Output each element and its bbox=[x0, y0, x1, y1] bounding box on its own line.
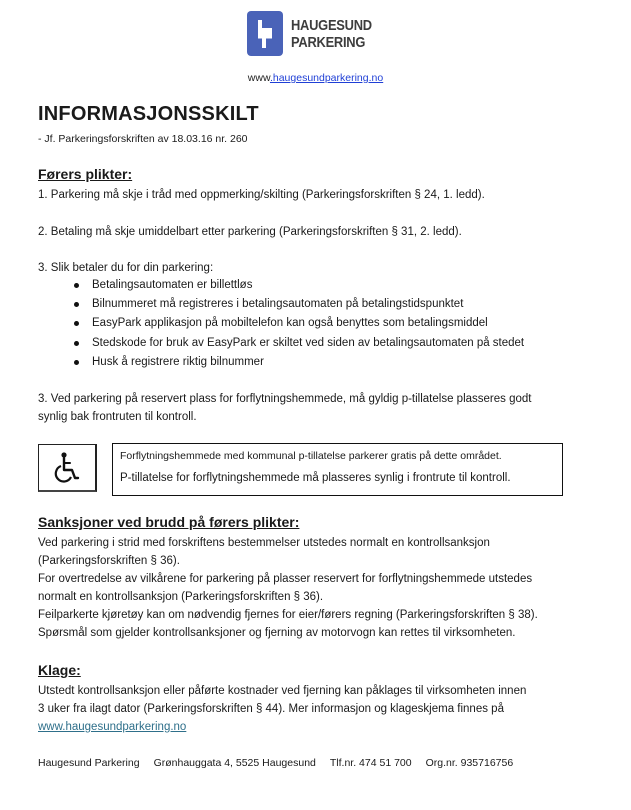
bullet-icon bbox=[74, 283, 79, 288]
parking-logo-icon bbox=[247, 11, 283, 56]
bullet-icon bbox=[74, 341, 79, 346]
logo-wordmark bbox=[291, 17, 372, 51]
duties-heading: Førers plikter: bbox=[38, 166, 133, 182]
website-link[interactable]: .haugesundparkering.no bbox=[269, 72, 384, 84]
logo-line-1: HAUGESUND bbox=[291, 16, 372, 34]
company-logo bbox=[247, 11, 385, 56]
complaint-text: Utstedt kontrollsanksjon eller påførte kostnader ved fjerning kan påklages til virksomheten innen 3 uker fra ilagt dator (Parkeringsforskriften § 44). Mer informasjon og klageskjema finnes på www.haugesundparkering.no bbox=[38, 685, 527, 733]
duty-item-1: 1. Parkering må skje i tråd med oppmerking/skilting (Parkeringsforskriften § 24, 1. ledd). bbox=[38, 189, 485, 201]
bullet-icon bbox=[74, 321, 79, 326]
complaint-website-link[interactable]: www.haugesundparkering.no bbox=[38, 721, 187, 733]
wheelchair-icon bbox=[54, 451, 80, 485]
bullet-icon bbox=[74, 360, 79, 365]
handicap-notice-box bbox=[112, 443, 563, 496]
footer-company: Haugesund Parkering bbox=[38, 757, 140, 769]
sanctions-text: Ved parkering i strid med forskriftens bestemmelser utstedes normalt en kontrollsanksjon (Parkeringsforskriften § 36). For overtredelse av vilkårene for parkering på plasser reservert for forflytningshemmede utstedes normalt en kontrollsanksjon (Parkeringsforskriften § 36). Feilparkerte kjøretøy kan om nødvendig fjernes for eier/førers regning (Parkeringsforskriften § 38). Spørsmål som gjelder kontrollsanksjoner og fjerning av motorvogn kan rettes til virksomheten. bbox=[38, 537, 538, 639]
sanctions-heading: Sanksjoner ved brudd på førers plikter: bbox=[38, 514, 300, 530]
list-item: Husk å registrere riktig bilnummer bbox=[74, 353, 524, 372]
complaint-heading: Klage: bbox=[38, 662, 81, 678]
website-header bbox=[0, 72, 631, 84]
duty-item-2: 2. Betaling må skje umiddelbart etter parkering (Parkeringsforskriften § 31, 2. ledd). bbox=[38, 226, 462, 238]
list-item: EasyPark applikasjon på mobiltelefon kan også benyttes som betalingsmiddel bbox=[74, 314, 524, 333]
list-item: Stedskode for bruk av EasyPark er skiltet ved siden av betalingsautomaten på stedet bbox=[74, 334, 524, 353]
handicap-notice-line-1: Forflytningshemmede med kommunal p-tillatelse parkerer gratis på dette området. bbox=[120, 450, 502, 462]
handicap-notice-line-2: P-tillatelse for forflytningshemmede må plasseres synlig i frontrute til kontroll. bbox=[120, 472, 511, 484]
duty-item-4: 3. Ved parkering på reservert plass for forflytningshemmede, må gyldig p-tillatelse plasseres godt synlig bak frontruten til kontroll. bbox=[38, 393, 532, 423]
duty-item-3-intro: 3. Slik betaler du for din parkering: bbox=[38, 262, 214, 274]
list-item: Bilnummeret må registreres i betalingsautomaten på betalingstidspunktet bbox=[74, 295, 524, 314]
logo-line-2: PARKERING bbox=[291, 33, 366, 51]
footer-address: Grønhauggata 4, 5525 Haugesund bbox=[153, 757, 316, 769]
list-item: Betalingsautomaten er billettløs bbox=[74, 276, 524, 295]
bullet-icon bbox=[74, 302, 79, 307]
footer-phone: Tlf.nr. 474 51 700 bbox=[329, 757, 412, 769]
page-subtitle: - Jf. Parkeringsforskriften av 18.03.16 nr. 260 bbox=[38, 133, 248, 145]
wheelchair-sign bbox=[38, 444, 97, 492]
payment-bullet-list bbox=[74, 276, 524, 372]
website-prefix: www bbox=[247, 72, 270, 84]
page-title: INFORMASJONSSKILT bbox=[38, 103, 259, 125]
footer bbox=[38, 757, 527, 769]
footer-org-number: Org.nr. 935716756 bbox=[425, 757, 514, 769]
